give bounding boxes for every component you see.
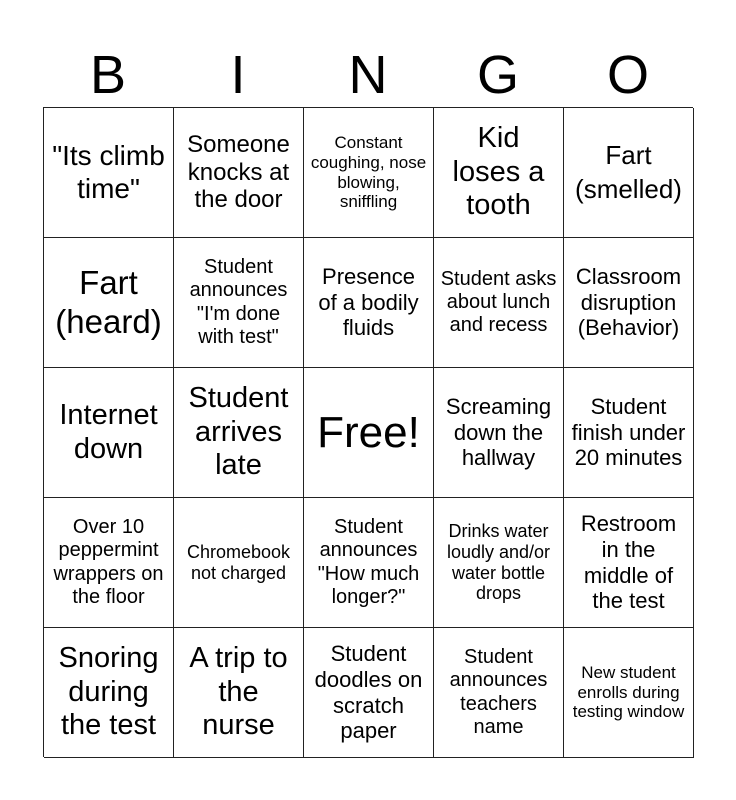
- bingo-cell[interactable]: Chromebook not charged: [174, 498, 304, 628]
- bingo-cell[interactable]: Over 10 peppermint wrappers on the floor: [44, 498, 174, 628]
- bingo-cell[interactable]: Student finish under 20 minutes: [564, 368, 694, 498]
- bingo-cell[interactable]: Student doodles on scratch paper: [304, 628, 434, 758]
- bingo-cell[interactable]: Screaming down the hallway: [434, 368, 564, 498]
- bingo-card-grid: [43, 107, 693, 757]
- bingo-cell[interactable]: Student asks about lunch and recess: [434, 238, 564, 368]
- bingo-cell[interactable]: Internet down: [44, 368, 174, 498]
- bingo-cell[interactable]: Classroom disruption (Behavior): [564, 238, 694, 368]
- header-letter-i: I: [230, 45, 246, 105]
- bingo-cell[interactable]: Snoring during the test: [44, 628, 174, 758]
- header-letter-g: G: [476, 45, 519, 105]
- bingo-cell[interactable]: Student arrives late: [174, 368, 304, 498]
- bingo-cell[interactable]: Student announces "How much longer?": [304, 498, 434, 628]
- bingo-cell[interactable]: Constant coughing, nose blowing, sniffling: [304, 108, 434, 238]
- bingo-cell[interactable]: Fart (smelled): [564, 108, 694, 238]
- bingo-cell[interactable]: A trip to the nurse: [174, 628, 304, 758]
- bingo-cell[interactable]: "Its climb time": [44, 108, 174, 238]
- header-letter-o: O: [606, 45, 649, 105]
- header-letter-n: N: [348, 45, 388, 105]
- bingo-cell[interactable]: Drinks water loudly and/or water bottle drops: [434, 498, 564, 628]
- bingo-cell[interactable]: Student announces "I'm done with test": [174, 238, 304, 368]
- bingo-cell[interactable]: New student enrolls during testing window: [564, 628, 694, 758]
- bingo-cell[interactable]: Student announces teachers name: [434, 628, 564, 758]
- bingo-cell[interactable]: Fart (heard): [44, 238, 174, 368]
- free-space[interactable]: Free!: [304, 368, 434, 498]
- bingo-cell[interactable]: Presence of a bodily fluids: [304, 238, 434, 368]
- bingo-header: [43, 42, 693, 108]
- bingo-cell[interactable]: Kid loses a tooth: [434, 108, 564, 238]
- header-letter-b: B: [89, 45, 127, 105]
- bingo-cell[interactable]: Someone knocks at the door: [174, 108, 304, 238]
- bingo-cell[interactable]: Restroom in the middle of the test: [564, 498, 694, 628]
